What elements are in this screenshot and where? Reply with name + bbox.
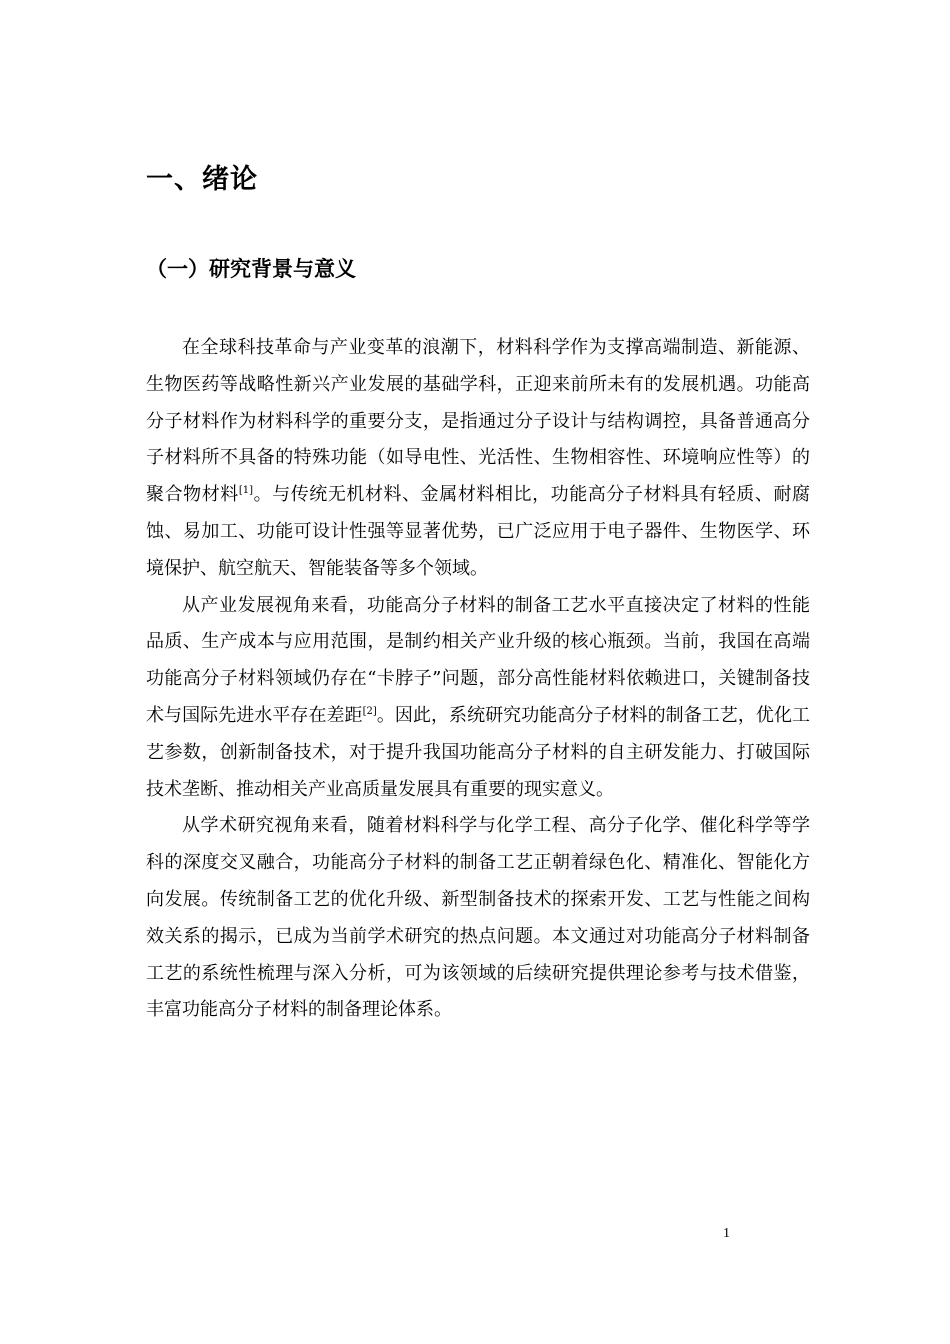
paragraph-2-text-a: 从产业发展视角来看，功能高分子材料的制备工艺水平直接决定了材料的性能品质、生产成本与应用范围，是制约相关产业升级的核心瓶颈。当前，我国在高端功能高分子材料领域仍存在“卡脖子”问题，部分高性能材料依赖进口，关键制备技术与国际先进水平存在差距 <box>146 594 810 726</box>
paragraph-3: 从学术研究视角来看，随着材料科学与化学工程、高分子化学、催化科学等学科的深度交叉融合，功能高分子材料的制备工艺正朝着绿色化、精准化、智能化方向发展。传统制备工艺的优化升级、新型制备技术的探索开发、工艺与性能之间构效关系的揭示，已成为当前学术研究的热点问题。本文通过对功能高分子材料制备工艺的系统性梳理与深入分析，可为该领域的后续研究提供理论参考与技术借鉴，丰富功能高分子材料的制备理论体系。 <box>146 815 810 1021</box>
citation-1: [1] <box>238 485 254 497</box>
paragraph-2-text-b: 。因此，系统研究功能高分子材料的制备工艺，优化工艺参数，创新制备技术，对于提升我国功能高分子材料的自主研发能力、打破国际技术垄断、推动相关产业高质量发展具有重要的现实意义。 <box>146 704 810 800</box>
page-number: 1 <box>723 1226 730 1241</box>
paragraph-1 <box>146 330 810 588</box>
chapter-heading: 一、绪论 <box>146 164 258 195</box>
paragraph-2 <box>146 588 810 809</box>
paragraph-1-text-a: 在全球科技革命与产业变革的浪潮下，材料科学作为支撑高端制造、新能源、生物医药等战略性新兴产业发展的基础学科，正迎来前所未有的发展机遇。功能高分子材料作为材料科学的重要分支，是指通过分子设计与结构调控，具备普通高分子材料所不具备的特殊功能（如导电性、光活性、生物相容性、环境响应性等）的聚合物材料 <box>146 337 810 506</box>
section-heading: （一）研究背景与意义 <box>146 257 356 281</box>
body-text <box>146 330 810 1029</box>
citation-2: [2] <box>362 705 377 717</box>
paragraph-1-text-b: 。与传统无机材料、金属材料相比，功能高分子材料具有轻质、耐腐蚀、易加工、功能可设计性强等显著优势，已广泛应用于电子器件、生物医学、环境保护、航空航天、智能装备等多个领域。 <box>146 484 811 579</box>
